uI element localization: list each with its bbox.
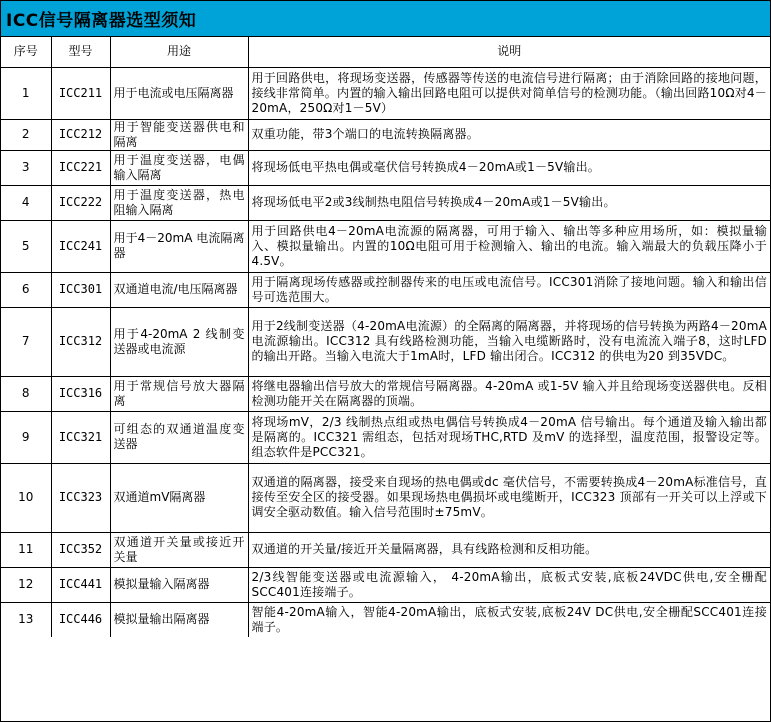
- row-use: 用于4－20mA 电流隔离器: [110, 220, 248, 272]
- table-row: [1, 185, 770, 220]
- row-description: 将继电器输出信号放大的常规信号隔离器。4-20mA 或1-5V 输入并且给现场变送器供电。反相检测功能开关在隔离器的顶端。: [248, 376, 770, 411]
- table-row: [1, 532, 770, 567]
- row-use: 双通道mV隔离器: [110, 463, 248, 532]
- row-description: 双通道的隔离器，接受来自现场的热电偶或dc 毫伏信号，不需要转换成4－20mA标准信号，直接传至安全区的接受器。如果现场热电偶损坏或电缆断开，ICC323 顶部有一开关可以上浮或下调安全驱动数值。输入信号范围时±75mV。: [248, 463, 770, 532]
- row-model: ICC222: [51, 185, 110, 220]
- row-number: 6: [1, 272, 51, 307]
- table-row: [1, 567, 770, 602]
- row-number: 12: [1, 567, 51, 602]
- header-row: [1, 37, 770, 67]
- table-row: [1, 411, 770, 463]
- row-description: 将现场低电平2或3线制热电阻信号转换成4－20mA或1－5V输出。: [248, 185, 770, 220]
- table-row: [1, 376, 770, 411]
- row-model: ICC211: [51, 67, 110, 119]
- table-row: [1, 67, 770, 119]
- table-row: [1, 272, 770, 307]
- row-use: 用于温度变送器，热电阻输入隔离: [110, 185, 248, 220]
- row-description: 用于回路供电4－20mA电流源的隔离器，可用于输入、输出等多种应用场所，如：模拟量输入、模拟量输出。内置的10Ω电阻可用于检测输入、输出的电流。输入端最大的负载压降小于4.5V。: [248, 220, 770, 272]
- row-number: 11: [1, 532, 51, 567]
- row-model: ICC446: [51, 602, 110, 637]
- row-number: 7: [1, 307, 51, 376]
- title-bar: [1, 1, 770, 37]
- table-row: [1, 119, 770, 150]
- row-model: ICC441: [51, 567, 110, 602]
- row-use: 用于智能变送器供电和隔离: [110, 119, 248, 150]
- row-description: 双通道的开关量/接近开关量隔离器，具有线路检测和反相功能。: [248, 532, 770, 567]
- table-row: [1, 307, 770, 376]
- row-description: 用于2线制变送器（4-20mA电流源）的全隔离的隔离器，并将现场的信号转换为两路4－20mA 电流源输出。ICC312 具有线路检测功能，当输入电缆断路时，没有电流流入端子8，这时LFD 的输出开路。当输入电流大于1mA时，LFD 输出闭合。ICC312 的供电为20 到35VDC。: [248, 307, 770, 376]
- selection-table: [1, 37, 770, 637]
- row-model: ICC316: [51, 376, 110, 411]
- row-number: 4: [1, 185, 51, 220]
- row-description: 双重功能，带3个端口的电流转换隔离器。: [248, 119, 770, 150]
- row-number: 8: [1, 376, 51, 411]
- row-model: ICC301: [51, 272, 110, 307]
- row-use: 用于4-20mA 2 线制变送器或电流源: [110, 307, 248, 376]
- row-use: 用于电流或电压隔离器: [110, 67, 248, 119]
- row-use: 可组态的双通道温度变送器: [110, 411, 248, 463]
- row-use: 模拟量输出隔离器: [110, 602, 248, 637]
- row-model: ICC323: [51, 463, 110, 532]
- row-description: 将现场低电平热电偶或毫伏信号转换成4－20mA或1－5V输出。: [248, 150, 770, 185]
- header-model: 型号: [51, 37, 110, 67]
- row-description: 2/3线智能变送器或电流源输入， 4-20mA输出，底板式安装,底板24VDC供电,安全栅配SCC401连接端子。: [248, 567, 770, 602]
- row-description: 用于隔离现场传感器或控制器传来的电压或电流信号。ICC301消除了接地问题。输入和输出信号可选范围大。: [248, 272, 770, 307]
- table-body: [1, 67, 770, 637]
- row-number: 13: [1, 602, 51, 637]
- row-model: ICC312: [51, 307, 110, 376]
- row-number: 1: [1, 67, 51, 119]
- row-number: 2: [1, 119, 51, 150]
- row-use: 模拟量输入隔离器: [110, 567, 248, 602]
- row-number: 9: [1, 411, 51, 463]
- table-row: [1, 220, 770, 272]
- table-row: [1, 463, 770, 532]
- page-title: ICC信号隔离器选型须知: [6, 11, 197, 31]
- row-description: 智能4-20mA输入，智能4-20mA输出，底板式安装,底板24V DC供电,安全栅配SCC401连接端子。: [248, 602, 770, 637]
- table-row: [1, 150, 770, 185]
- row-model: ICC321: [51, 411, 110, 463]
- row-use: 双通道电流/电压隔离器: [110, 272, 248, 307]
- row-description: 将现场mV，2/3 线制热点组或热电偶信号转换成4－20mA 信号输出。每个通道及输入输出都是隔离的。ICC321 需组态，包括对现场THC,RTD 及mV 的选择型，温度范围，报警设定等。组态软件是PCC321。: [248, 411, 770, 463]
- row-model: ICC241: [51, 220, 110, 272]
- row-use: 用于常规信号放大器隔离: [110, 376, 248, 411]
- row-use: 双通道开关量或接近开关量: [110, 532, 248, 567]
- row-number: 5: [1, 220, 51, 272]
- row-number: 10: [1, 463, 51, 532]
- row-model: ICC212: [51, 119, 110, 150]
- header-desc: 说明: [248, 37, 770, 67]
- row-number: 3: [1, 150, 51, 185]
- row-description: 用于回路供电，将现场变送器，传感器等传送的电流信号进行隔离；由于消除回路的接地问题，接线非常简单。内置的输入输出回路电阻可以提供对简单信号的检测功能。（输出回路10Ω对4－20mA，250Ω对1－5V）: [248, 67, 770, 119]
- table-row: [1, 602, 770, 637]
- row-model: ICC221: [51, 150, 110, 185]
- header-use: 用途: [110, 37, 248, 67]
- row-model: ICC352: [51, 532, 110, 567]
- header-no: 序号: [1, 37, 51, 67]
- row-use: 用于温度变送器，电偶输入隔离: [110, 150, 248, 185]
